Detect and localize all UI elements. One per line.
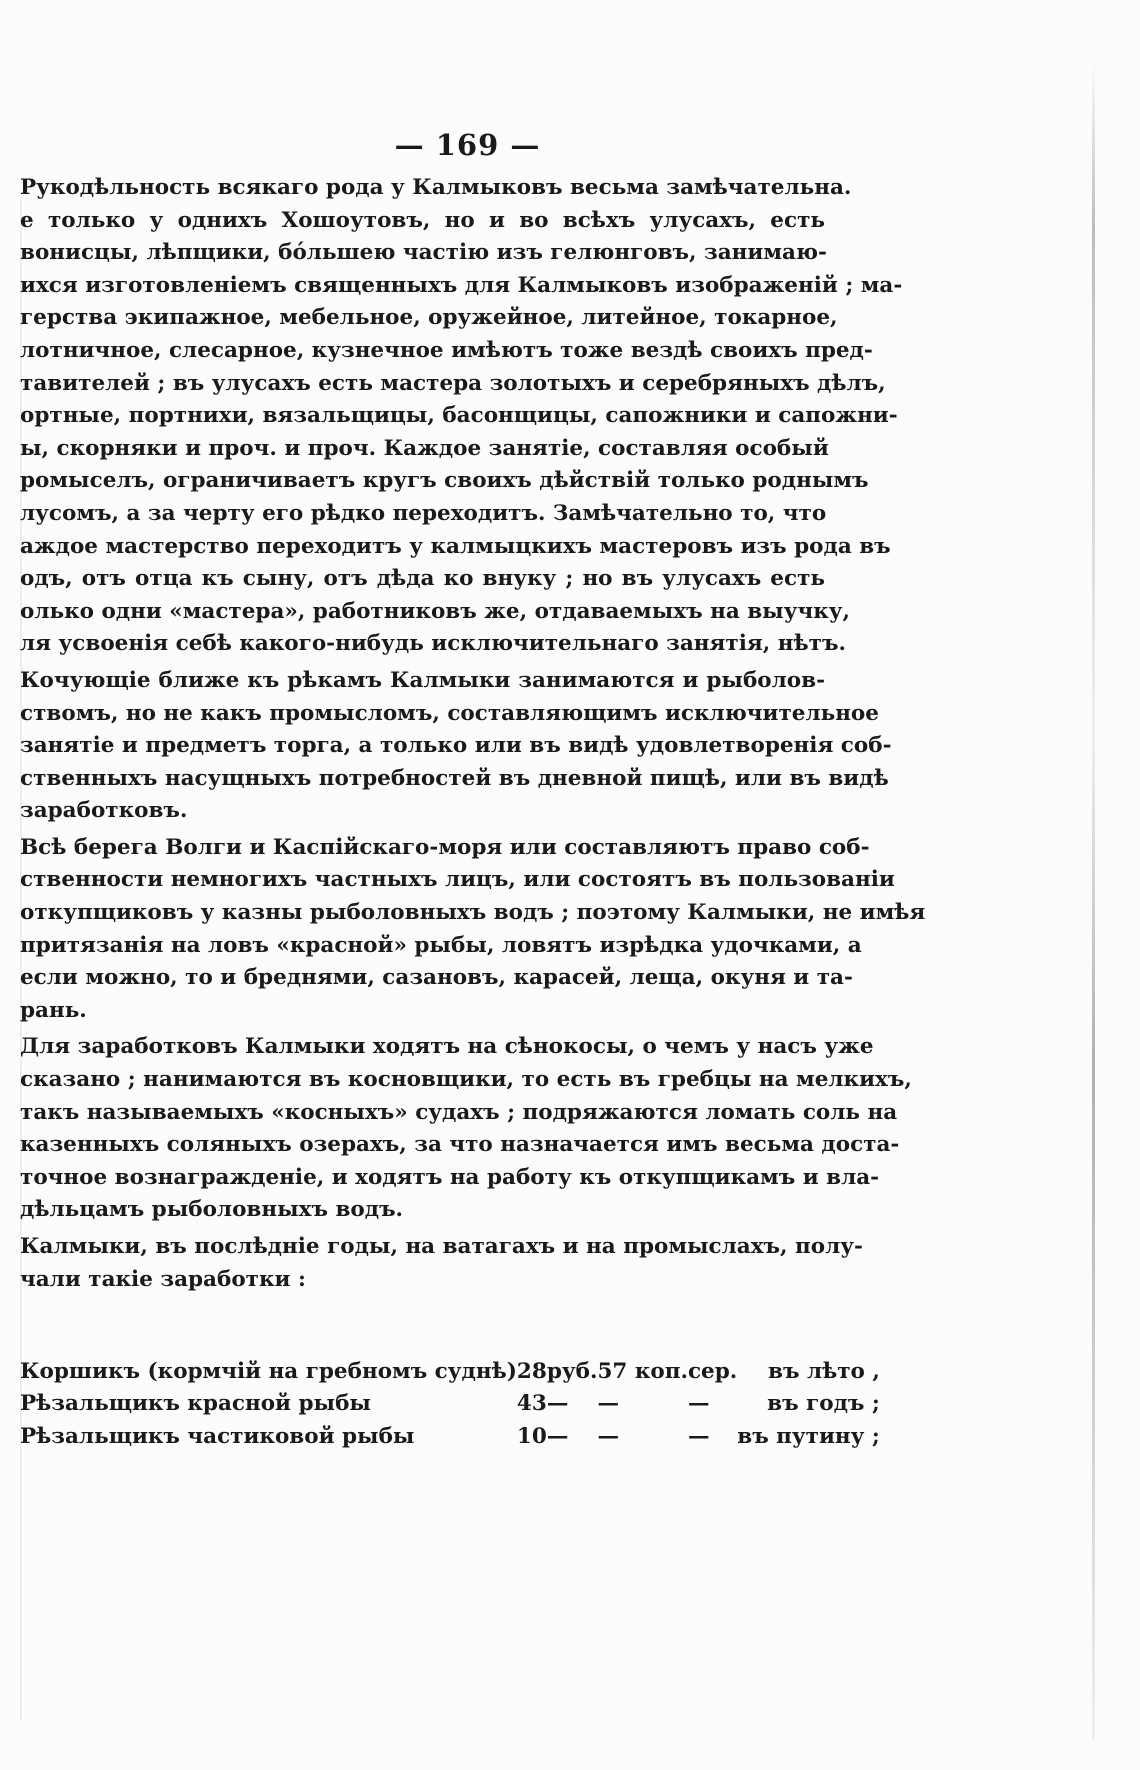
text-line: олько одни «мастера», работниковъ же, отдаваемыхъ на выучку, xyxy=(20,598,850,624)
text-line: ственности немногихъ частныхъ лицъ, или состоятъ въ пользованіи xyxy=(20,867,895,893)
wage-currency: — xyxy=(687,1423,710,1449)
text-line: такъ называемыхъ «косныхъ» судахъ ; подряжаются ломать соль на xyxy=(20,1099,898,1125)
text-line: вонисцы, лѣпщики, бо́льшею частію изъ гелюнговъ, занимаю- xyxy=(20,240,827,266)
text-line: тавителей ; въ улусахъ есть мастера золотыхъ и серебряныхъ дѣлъ, xyxy=(20,370,886,396)
text-line: дѣльцамъ рыболовныхъ водъ. xyxy=(20,1197,404,1223)
page-number: — 169 — xyxy=(394,128,541,162)
text-line: Калмыки, въ послѣдніе годы, на ватагахъ и на промыслахъ, полу- xyxy=(20,1234,863,1259)
text-line: если можно, то и бреднями, сазановъ, карасей, леща, окуня и та- xyxy=(20,965,853,991)
wage-role: Рѣзальщикъ красной рыбы xyxy=(20,1391,371,1417)
text-line: ы, скорняки и проч. и проч. Каждое занятіе, составляя особый xyxy=(20,435,829,461)
wage-kopecks: 57 коп. xyxy=(597,1358,688,1384)
text-line: ромыселъ, ограничиваетъ кругъ своихъ дѣйствій только роднымъ xyxy=(20,468,869,494)
wages-table xyxy=(20,1355,880,1453)
text-line: лусомъ, а за черту его рѣдко переходитъ. Замѣчательно то, что xyxy=(20,500,827,526)
wage-amount: 28 xyxy=(516,1358,547,1384)
wage-currency: сер. xyxy=(687,1358,738,1384)
text-line: откупщиковъ у казны рыболовныхъ водъ ; поэтому Калмыки, не имѣя xyxy=(20,900,926,926)
paragraph-earnings xyxy=(20,1031,912,1227)
wage-currency: — xyxy=(687,1391,710,1417)
wage-unit: руб. xyxy=(546,1358,598,1384)
paragraph-shores xyxy=(20,832,926,1028)
page-edge-shadow xyxy=(1092,60,1095,1740)
text-line: Рукодѣльность всякаго рода у Калмыковъ весьма замѣчательна. xyxy=(20,175,852,200)
text-line: ихся изготовленіемъ священныхъ для Калмыковъ изображеній ; ма- xyxy=(20,272,903,298)
wage-period: въ годъ ; xyxy=(767,1391,880,1417)
text-line: точное вознагражденіе, и ходятъ на работу къ откупщикамъ и вла- xyxy=(20,1164,880,1190)
text-line: занятіе и предметъ торга, а только или въ видѣ удовлетворенія соб- xyxy=(20,733,892,759)
text-line: ствомъ, но не какъ промысломъ, составляющимъ исключительное xyxy=(20,700,879,726)
wage-amount: 43 xyxy=(516,1391,547,1417)
text-line: притязанія на ловъ «красной» рыбы, ловятъ изрѣдка удочками, а xyxy=(20,932,862,958)
text-line: ля усвоенія себѣ какого-нибудь исключительнаго занятія, нѣтъ. xyxy=(20,631,846,657)
wage-amount: 10 xyxy=(516,1423,547,1449)
text-line: герства экипажное, мебельное, оружейное, литейное, токарное, xyxy=(20,305,838,331)
table-row xyxy=(20,1355,880,1388)
text-line: сказано ; нанимаются въ косновщики, то есть въ гребцы на мелкихъ, xyxy=(20,1067,912,1093)
body-text xyxy=(20,172,926,1296)
wage-role: Рѣзальщикъ частиковой рыбы xyxy=(20,1423,415,1449)
text-line: ортные, портнихи, вязальщицы, басонщицы, сапожники и сапожни- xyxy=(20,403,898,429)
text-line: одъ, отъ отца къ сыну, отъ дѣда ко внуку ; но въ улусахъ есть xyxy=(20,566,825,592)
table-row xyxy=(20,1388,880,1421)
text-line: аждое мастерство переходитъ у калмыцкихъ мастеровъ изъ рода въ xyxy=(20,533,891,559)
text-line: ственныхъ насущныхъ потребностей въ дневной пищѣ, или въ видѣ xyxy=(20,765,889,791)
text-line: лотничное, слесарное, кузнечное имѣютъ тоже вездѣ своихъ пред- xyxy=(20,337,873,363)
text-line: Всѣ берега Волги и Каспійскаго-моря или составляютъ право соб- xyxy=(20,834,870,860)
text-line: заработковъ. xyxy=(20,798,188,824)
wage-role: Коршикъ (кормчій на гребномъ суднѣ) xyxy=(20,1358,517,1384)
wage-unit: — xyxy=(546,1423,569,1449)
wage-period: въ лѣто , xyxy=(768,1358,880,1384)
text-line: рань. xyxy=(20,997,87,1023)
text-line: е только у однихъ Хошоутовъ, но и во всѣхъ улусахъ, есть xyxy=(20,207,825,233)
text-line: чали такіе заработки : xyxy=(20,1266,306,1292)
table-row xyxy=(20,1420,880,1453)
text-line: Для заработковъ Калмыки ходятъ на сѣнокосы, о чемъ у насъ уже xyxy=(20,1034,874,1060)
paragraph-fishing xyxy=(20,665,892,828)
text-line: Кочующіе ближе къ рѣкамъ Калмыки занимаются и рыболов- xyxy=(20,667,825,693)
wage-period: въ путину ; xyxy=(737,1423,880,1449)
wage-unit: — xyxy=(546,1391,569,1417)
paragraph-handicrafts xyxy=(20,172,903,661)
text-line: казенныхъ соляныхъ озерахъ, за что назначается имъ весьма доста- xyxy=(20,1132,900,1158)
wage-kopecks: — xyxy=(597,1423,619,1449)
wage-kopecks: — xyxy=(597,1391,619,1417)
paragraph-wages-intro xyxy=(20,1231,863,1296)
